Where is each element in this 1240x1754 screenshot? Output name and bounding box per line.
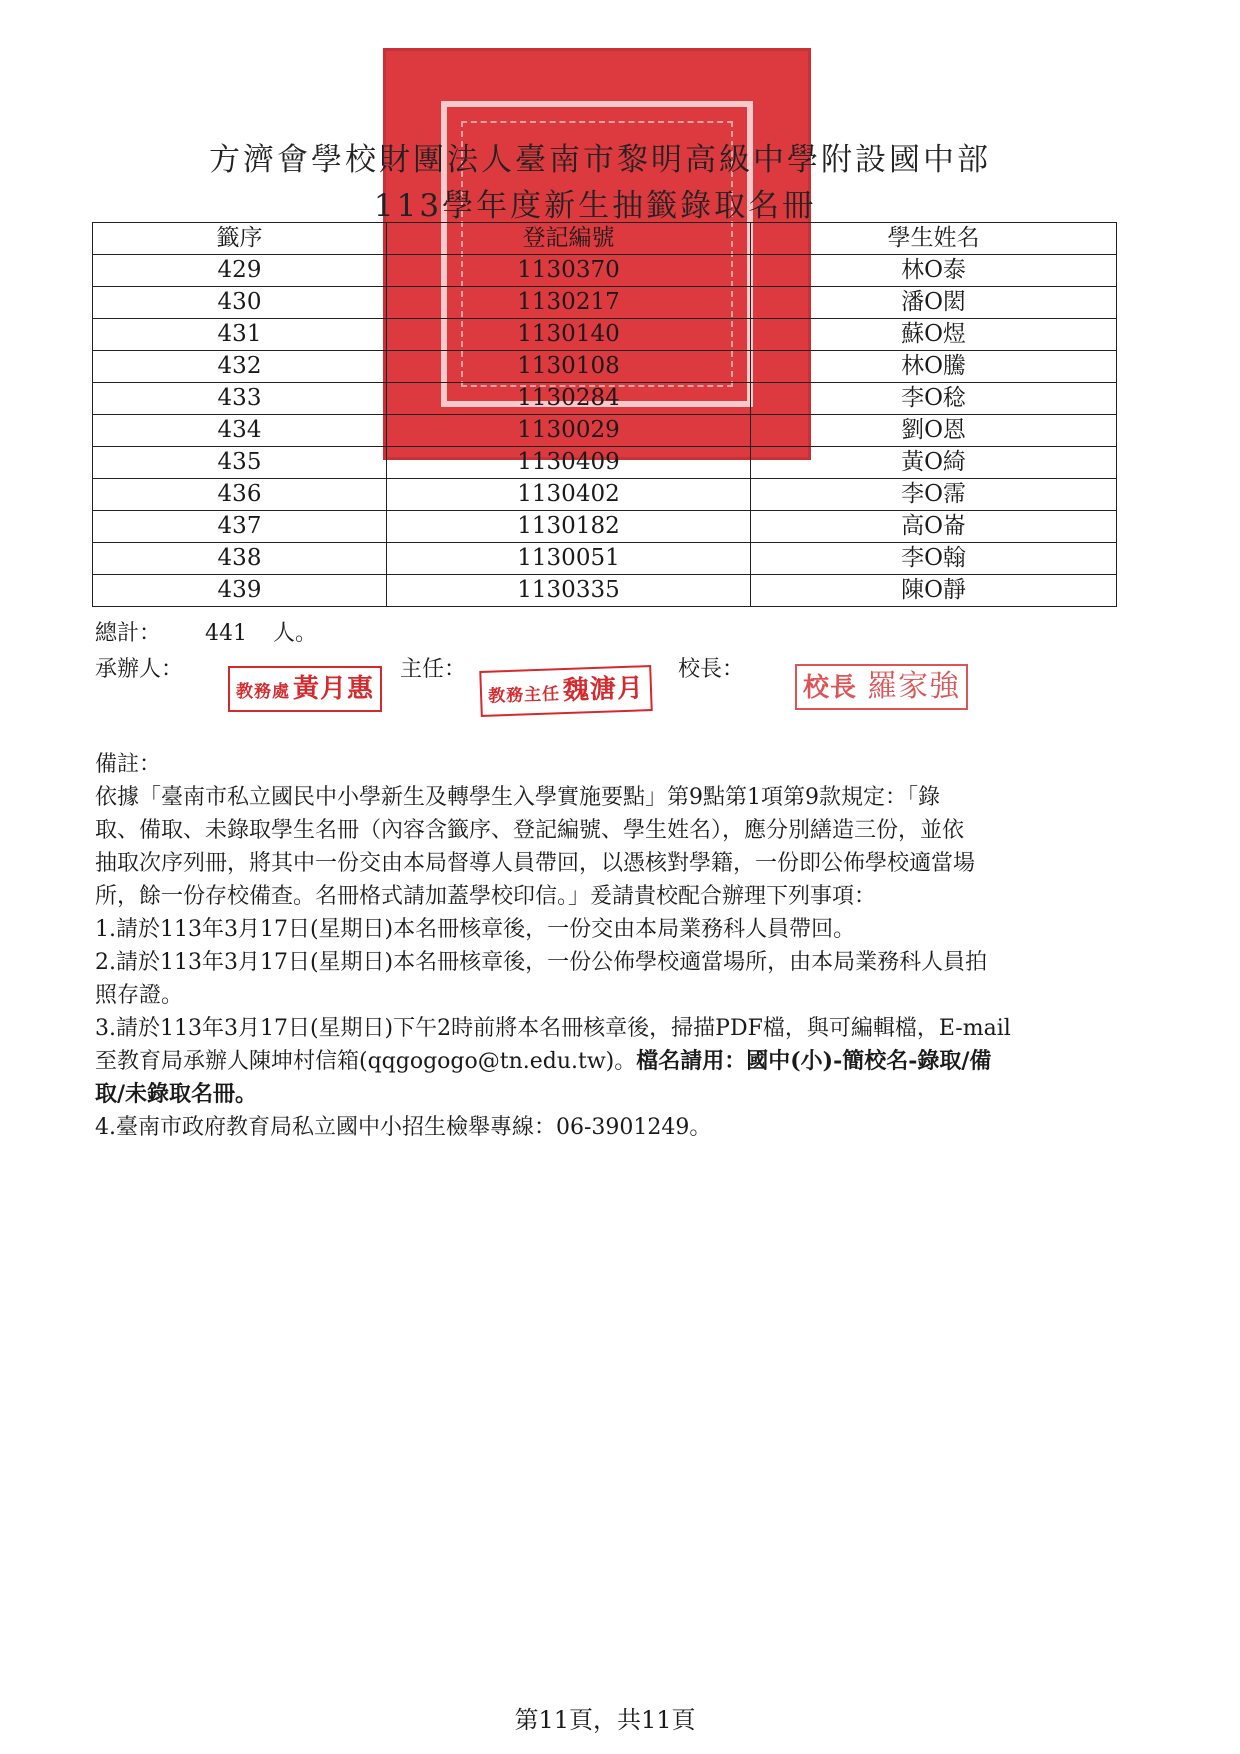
principal-stamp-name: 羅家強 [867,669,961,704]
filename-instruction: 檔名請用：國中(小)-簡校名-錄取/備 [636,1048,992,1074]
cell-lottery-no: 432 [93,351,387,383]
notes-item-1: 1.請於113年3月17日(星期日)本名冊核章後，一份交由本局業務科人員帶回。 [95,917,856,942]
notes-item-3-cont2: 取/未錄取名冊。 [95,1081,258,1107]
cell-lottery-no: 434 [93,415,387,447]
cell-registration-no: 1130051 [387,543,751,575]
handler-label: 承辦人： [95,657,184,682]
cell-registration-no: 1130029 [387,415,751,447]
table-header-row [93,223,1117,255]
table-row [93,415,1117,447]
notes-paragraph-line: 所，餘一份存校備查。名冊格式請加蓋學校印信。」爰請貴校配合辦理下列事項： [95,884,877,909]
cell-lottery-no: 437 [93,511,387,543]
director-seal-stamp [479,665,653,717]
table-row [93,447,1117,479]
cell-lottery-no: 433 [93,383,387,415]
cell-lottery-no: 430 [93,287,387,319]
cell-registration-no: 1130217 [387,287,751,319]
notes-paragraph-line: 取、備取、未錄取學生名冊（內容含籤序、登記編號、學生姓名），應分別繕造三份，並依 [95,818,965,843]
cell-registration-no: 1130182 [387,511,751,543]
cell-registration-no: 1130335 [387,575,751,607]
cell-student-name: 林O騰 [751,351,1117,383]
total-label: 總計： [95,621,162,646]
cell-lottery-no: 429 [93,255,387,287]
cell-student-name: 潘O閎 [751,287,1117,319]
handler-seal-stamp [228,666,382,712]
cell-registration-no: 1130140 [387,319,751,351]
notes-item-2-cont: 照存證。 [95,983,184,1008]
director-stamp-title: 教務主任 [487,684,561,707]
cell-student-name: 黃O綺 [751,447,1117,479]
cell-student-name: 林O泰 [751,255,1117,287]
cell-student-name: 劉O恩 [751,415,1117,447]
table-row [93,575,1117,607]
notes-item-3-cont [95,1045,1115,1078]
table-row [93,319,1117,351]
handler-stamp-title: 教務處 [236,682,290,702]
cell-student-name: 蘇O煜 [751,319,1117,351]
table-row [93,255,1117,287]
cell-lottery-no: 438 [93,543,387,575]
cell-lottery-no: 431 [93,319,387,351]
cell-student-name: 李O翰 [751,543,1117,575]
director-label: 主任： [400,657,467,682]
notes-item-2: 2.請於113年3月17日(星期日)本名冊核章後，一份公佈學校適當場所，由本局業務科人員拍 [95,950,988,975]
table-row [93,543,1117,575]
cell-lottery-no: 439 [93,575,387,607]
handler-stamp-name: 黃月惠 [293,674,375,704]
principal-label: 校長： [678,657,745,682]
director-stamp-name: 魏溏月 [562,673,645,707]
table-row [93,479,1117,511]
total-unit: 人。 [273,621,318,646]
column-header-student-name: 學生姓名 [751,223,1117,255]
document-title: 方濟會學校財團法人臺南市黎明高級中學附設國中部 [209,142,991,178]
notes-section [95,748,1115,1144]
cell-registration-no: 1130108 [387,351,751,383]
email-instruction: 至教育局承辦人陳坤村信箱(qqgogogo@tn.edu.tw)。 [95,1049,637,1074]
cell-registration-no: 1130284 [387,383,751,415]
cell-registration-no: 1130370 [387,255,751,287]
cell-registration-no: 1130409 [387,447,751,479]
document-subtitle: 113學年度新生抽籤錄取名冊 [373,188,817,224]
cell-lottery-no: 436 [93,479,387,511]
cell-student-name: 高O崙 [751,511,1117,543]
table-row [93,287,1117,319]
total-line [95,616,317,647]
column-header-lottery-no: 籤序 [93,223,387,255]
principal-seal-stamp [795,664,968,710]
notes-item-3: 3.請於113年3月17日(星期日)下午2時前將本名冊核章後，掃描PDF檔，與可編輯檔，E-mail [95,1016,1011,1041]
cell-student-name: 李O霈 [751,479,1117,511]
notes-item-4: 4.臺南市政府教育局私立國中小招生檢舉專線：06-3901249。 [95,1115,712,1140]
table-row [93,351,1117,383]
cell-student-name: 李O稔 [751,383,1117,415]
cell-lottery-no: 435 [93,447,387,479]
total-value: 441 [205,621,248,646]
column-header-registration-no: 登記編號 [387,223,751,255]
table-row [93,383,1117,415]
notes-paragraph-line: 依據「臺南市私立國民中小學新生及轉學生入學實施要點」第9點第1項第9款規定：「錄 [95,785,940,810]
cell-registration-no: 1130402 [387,479,751,511]
principal-stamp-title: 校長 [803,673,858,703]
page-number: 第11頁，共11頁 [514,1706,696,1734]
cell-student-name: 陳O靜 [751,575,1117,607]
admission-table [92,222,1117,607]
table-row [93,511,1117,543]
notes-heading: 備註： [95,752,162,777]
notes-paragraph-line: 抽取次序列冊，將其中一份交由本局督導人員帶回，以憑核對學籍，一份即公佈學校適當場 [95,851,976,876]
